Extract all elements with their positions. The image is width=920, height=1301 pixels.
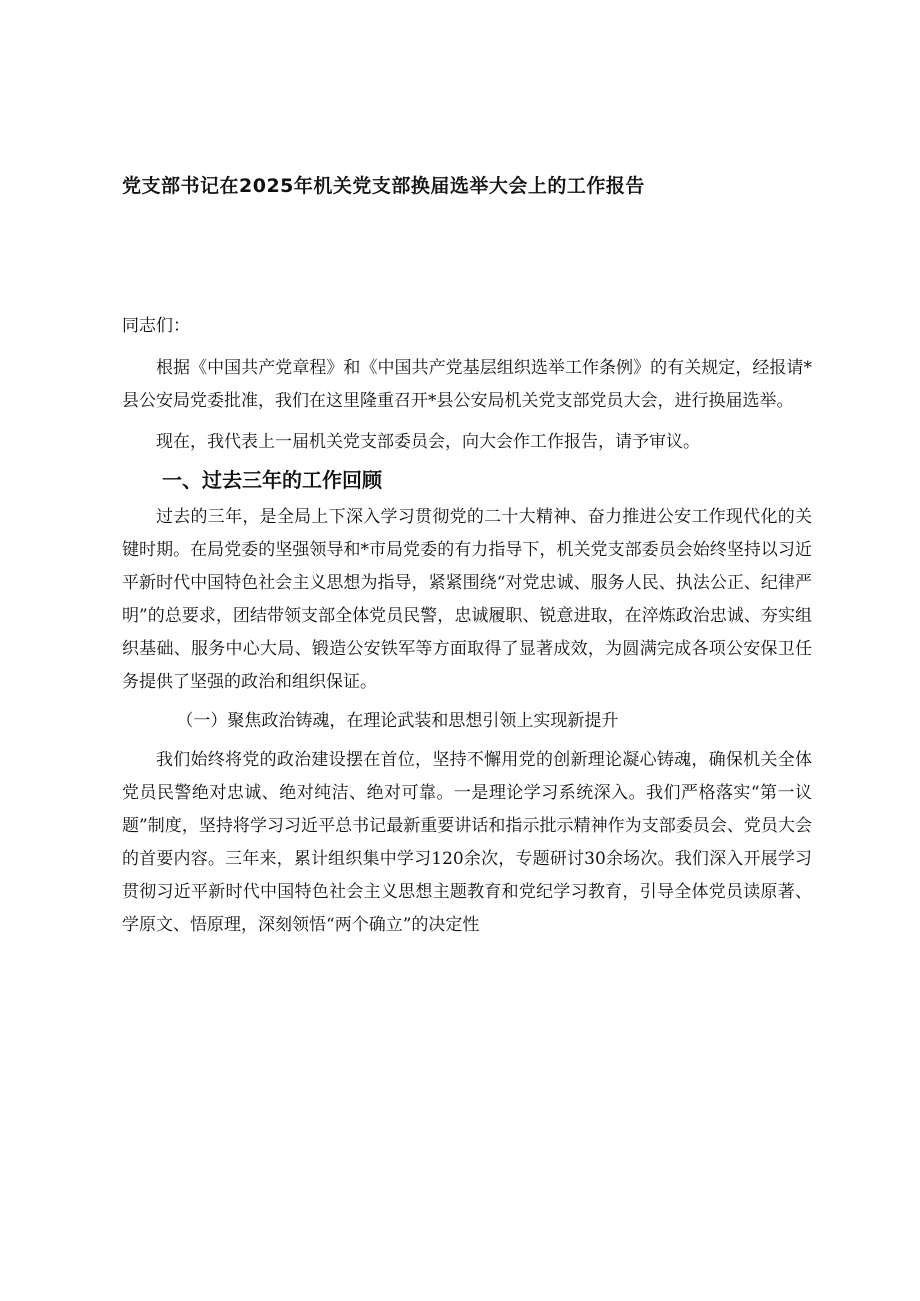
report-paragraph: 现在，我代表上一届机关党支部委员会，向大会作工作报告，请予审议。: [156, 432, 700, 452]
review-paragraph: 过去的三年，是全局上下深入学习贯彻党的二十大精神、奋力推进公安工作现代化的关键时期。在局党委的坚强领导和*市局党委的有力指导下，机关党支部委员会始终坚持以习近平新时代中国特色社会主义思想为指导，紧紧围绕“对党忠诚、服务人民、执法公正、纪律严明”的总要求，团结带领支部全体党员民警，忠诚履职、锐意进取，在淬炼政治忠诚、夯实组织基础、服务中心大局、锻造公安铁军等方面取得了显著成效，为圆满完成各项公安保卫任务提供了坚强的政治和组织保证。: [122, 507, 812, 692]
section-heading: 一、过去三年的工作回顾: [162, 468, 382, 492]
document-title: 党支部书记在2025年机关党支部换届选举大会上的工作报告: [122, 175, 645, 197]
document-body: [122, 310, 812, 942]
theory-paragraph: 我们始终将党的政治建设摆在首位，坚持不懈用党的创新理论凝心铸魂，确保机关全体党员民警绝对忠诚、绝对纯洁、绝对可靠。一是理论学习系统深入。我们严格落实“第一议题”制度，坚持将学习习近平总书记最新重要讲话和指示批示精神作为支部委员会、党员大会的首要内容。三年来，累计组织集中学习120余次，专题研讨30余场次。我们深入开展学习贯彻习近平新时代中国特色社会主义思想主题教育和党纪学习教育，引导全体党员读原著、学原文、悟原理，深刻领悟“两个确立”的决定性: [122, 750, 812, 935]
sub-heading: （一）聚焦政治铸魂，在理论武装和思想引领上实现新提升: [176, 711, 619, 731]
intro-paragraph: 根据《中国共产党章程》和《中国共产党基层组织选举工作条例》的有关规定，经报请*县公安局党委批准，我们在这里隆重召开*县公安局机关党支部党员大会，进行换届选举。: [122, 358, 812, 411]
salutation: 同志们：: [122, 316, 190, 336]
